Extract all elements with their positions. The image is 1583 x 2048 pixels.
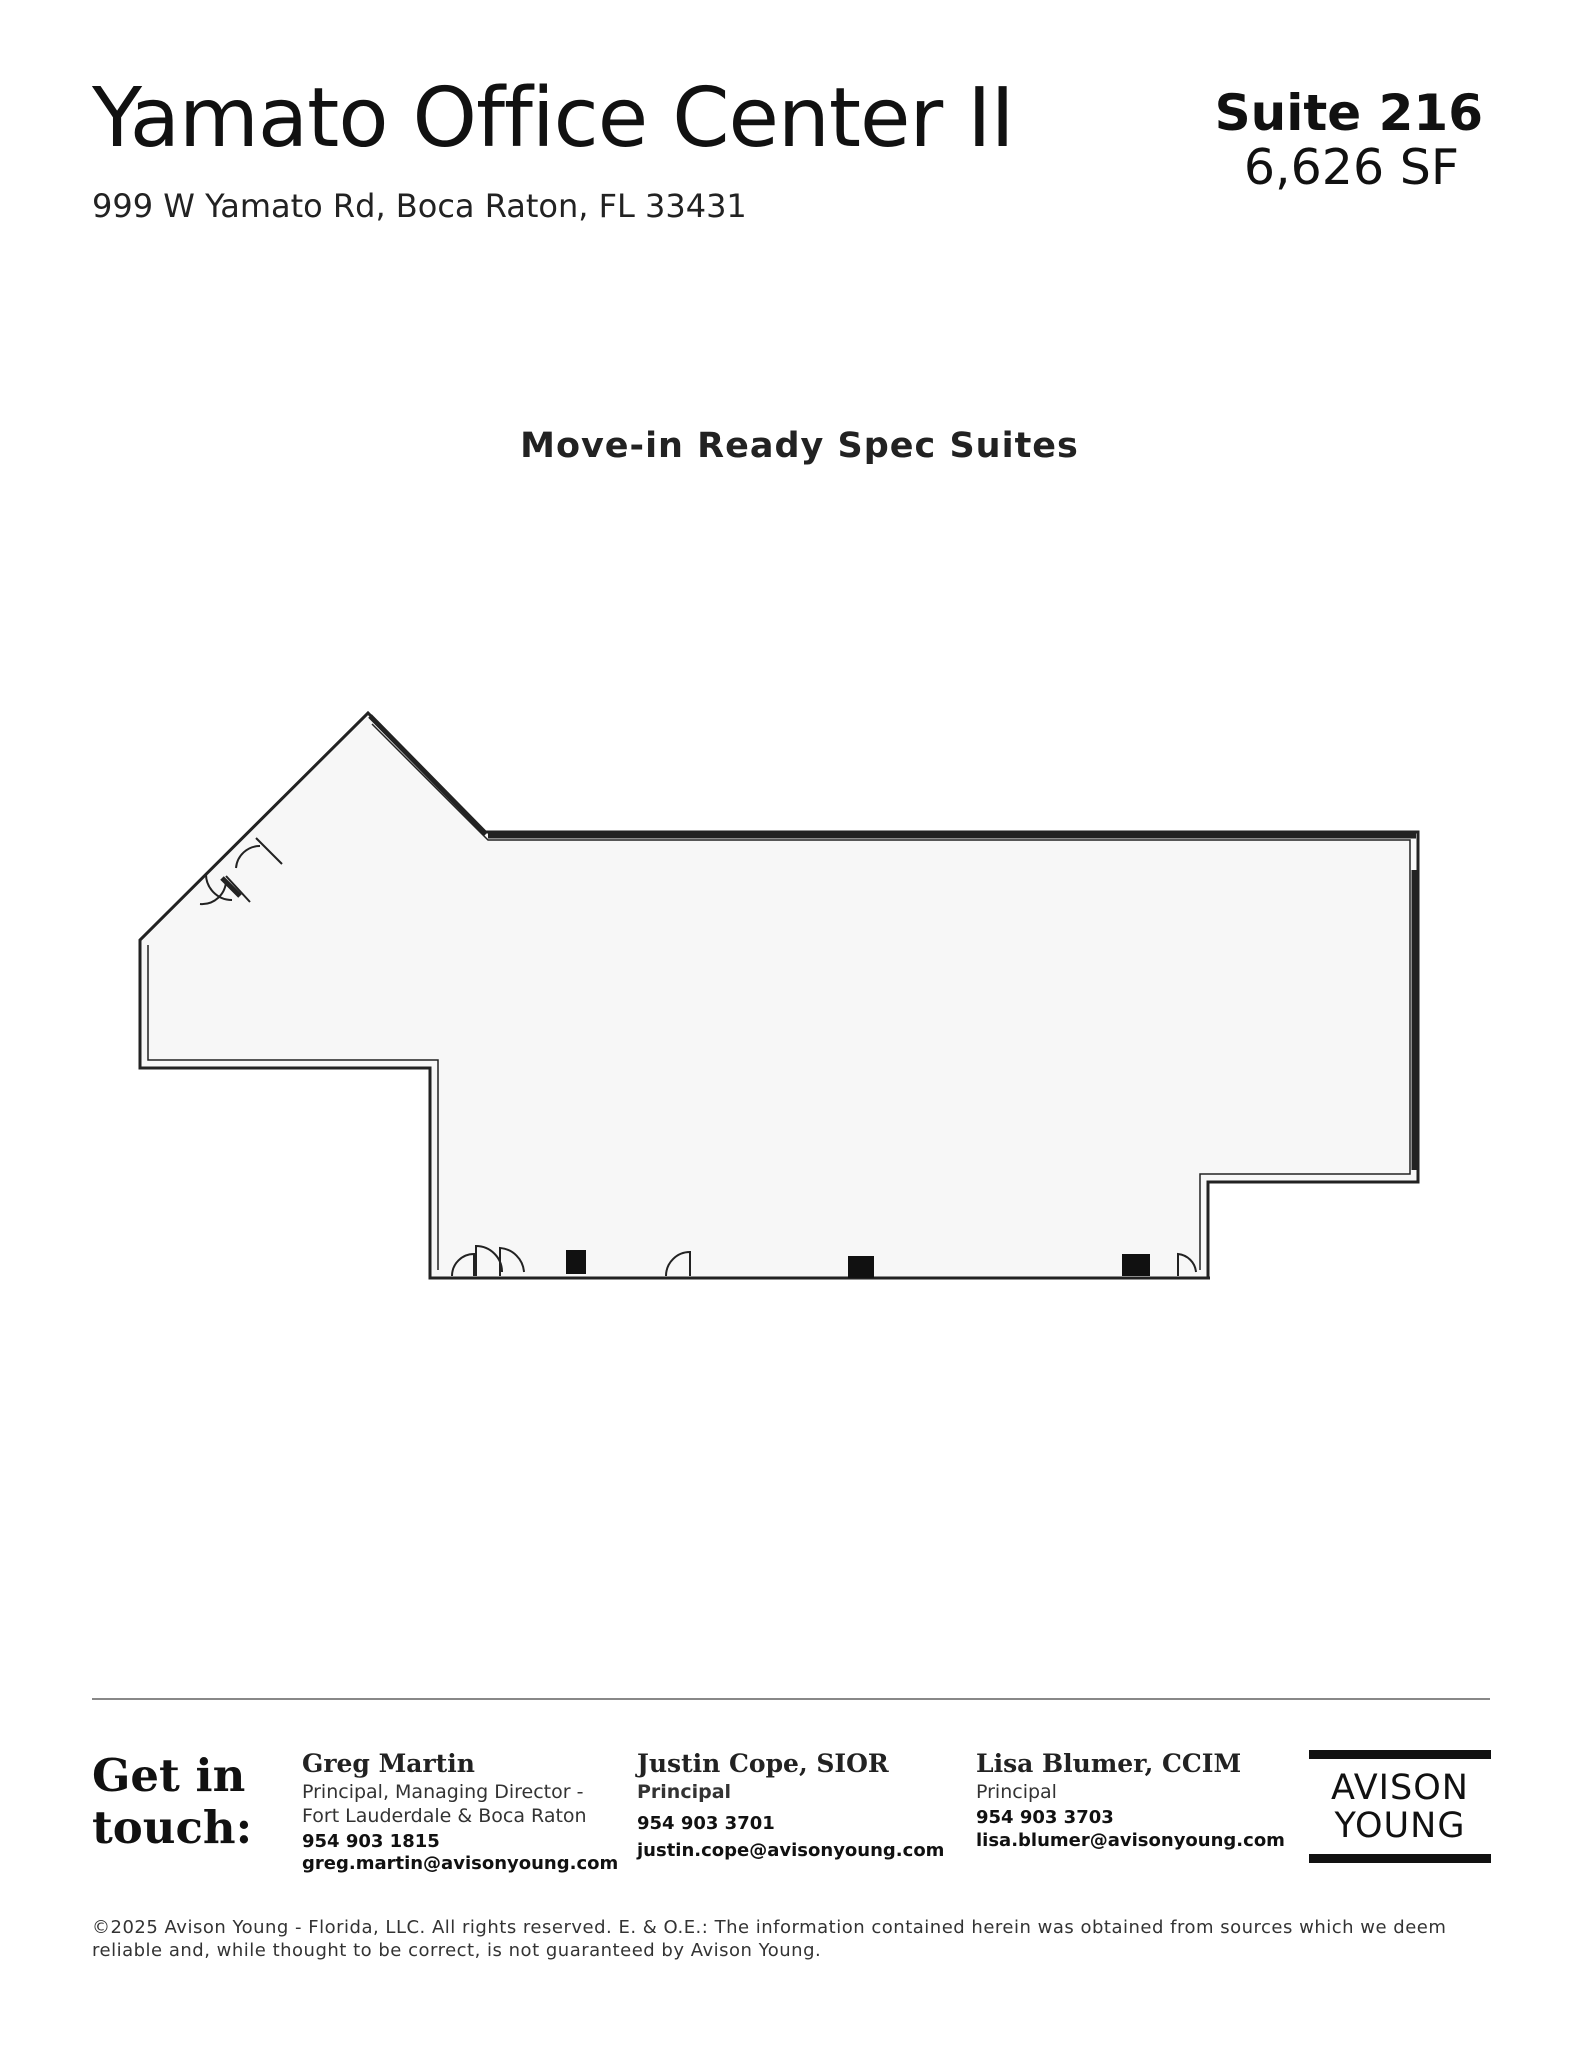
contact-role: Principal [637,1781,732,1804]
logo-word-young: YOUNG [1334,1806,1466,1846]
contact-email[interactable]: greg.martin@avisonyoung.com [302,1853,619,1875]
logo-bar-top [1309,1750,1491,1759]
contact-role: Principal, Managing Director - [302,1781,584,1804]
contact-role-line2: Fort Lauderdale & Boca Raton [302,1805,587,1827]
floor-area [140,713,1418,1278]
footer-divider [92,1698,1490,1700]
contact-phone[interactable]: 954 903 3701 [637,1813,775,1834]
logo-bar-bottom [1309,1854,1491,1863]
column [848,1256,874,1278]
contact-email[interactable]: justin.cope@avisonyoung.com [637,1839,945,1861]
contact-phone[interactable]: 954 903 1815 [302,1830,440,1852]
plan-caption: Move-in Ready Spec Suites [520,426,1079,466]
suite-number: Suite 216 [1214,84,1483,142]
column [1122,1254,1150,1276]
contact-name: Justin Cope, SIOR [637,1749,889,1778]
contact-name: Greg Martin [302,1749,475,1778]
suite-square-footage: 6,626 SF [1243,139,1459,196]
column [566,1250,586,1274]
avison-young-logo [1309,1750,1491,1863]
get-in-touch-heading [92,1750,252,1854]
floor-plan-outline [140,713,1418,1278]
contact-phone[interactable]: 954 903 3703 [976,1807,1114,1828]
contact-greg-martin [302,1748,622,1876]
get-in-touch-line1: Get in [92,1749,246,1802]
logo-word-avison: AVISON [1331,1768,1469,1808]
contact-role: Principal [976,1781,1057,1804]
contact-email[interactable]: lisa.blumer@avisonyoung.com [976,1829,1285,1851]
contact-justin-cope [637,1748,957,1862]
get-in-touch-line2: touch: [92,1800,253,1854]
building-address: 999 W Yamato Rd, Boca Raton, FL 33431 [92,187,747,225]
contact-name: Lisa Blumer, CCIM [976,1749,1242,1778]
building-title: Yamato Office Center II [92,71,1014,166]
legal-disclaimer: ©2025 Avison Young - Florida, LLC. All rights reserved. E. & O.E.: The information contained herein was obtained from sources which we deem reliable and, while thought to be correct, is not guaranteed by Avison Young. [92,1917,1447,1962]
contact-lisa-blumer [976,1748,1296,1852]
